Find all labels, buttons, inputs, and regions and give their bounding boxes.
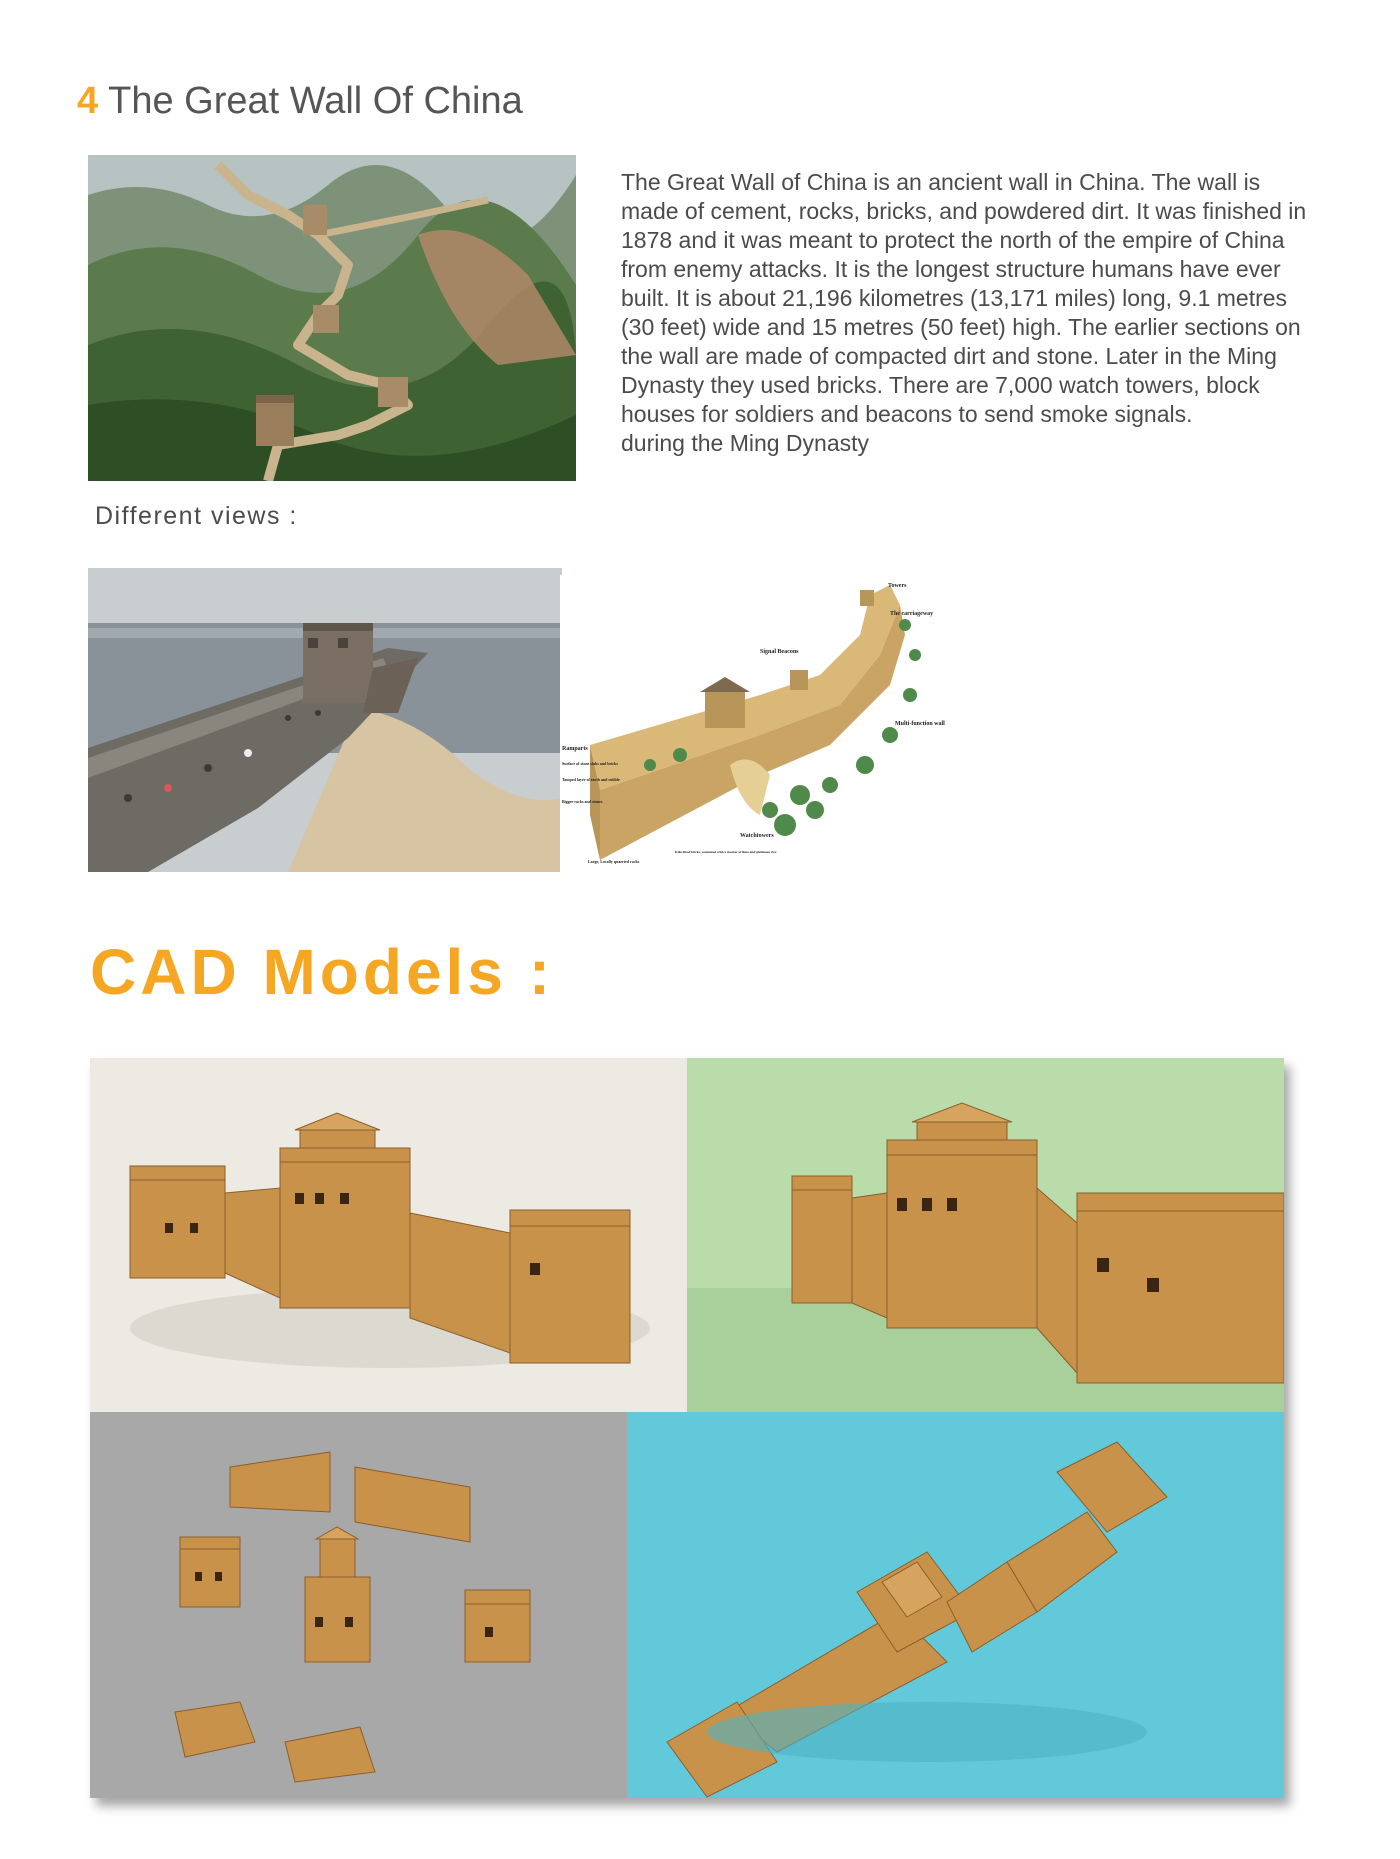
great-wall-mountain-photo [88,155,576,481]
label-bigger-rocks: Bigger rocks and stones [562,799,603,804]
label-ramparts: Ramparts [562,746,588,752]
cad-models-title: CAD Models : [90,936,554,1008]
cad-render-green-view [687,1058,1284,1412]
label-carriageway: The carriageway [890,611,934,617]
cad-models-collage [90,1058,1284,1798]
different-views-label: Different views : [95,502,298,530]
cad-render-exploded-view [90,1412,627,1798]
cad-render-front-view [90,1058,687,1412]
label-surface: Surface of stone slabs and bricks [562,761,618,766]
label-large-rocks: Large, Locally quarried rocks [588,859,640,864]
label-multi-function-wall: Multi-function wall [895,721,945,727]
section-heading [77,80,523,123]
cad-render-top-view [627,1412,1284,1798]
description-note: during the Ming Dynasty [621,430,870,456]
great-wall-diagram [560,575,952,875]
great-wall-sea-photo [88,568,562,872]
description-paragraph: The Great Wall of China is an ancient wall in China. The wall is made of cement, rocks, bricks, and powdered dirt. It was finished in 1878 and it was meant to protect the north of the empire of China from enemy attacks. It is the longest structure humans have ever built. It is about 21,196 kilometres (13,171 miles) long, 9.1 metres (30 feet) wide and 15 metres (50 feet) high. The earlier sections on the wall are made of compacted dirt and stone. Later in the Ming Dynasty they used bricks. There are 7,000 watch towers, block houses for soldiers and beacons to send smoke signals. [621,169,1307,427]
label-towers: Towers [888,583,907,589]
label-tamped-layer: Tamped layer of earth and rubble [562,777,620,782]
label-signal-beacons: Signal Beacons [760,649,799,655]
label-kiln-bricks: Kiln-fired bricks, cemented with a mortar of lime and glutinous rice [675,850,777,854]
section-title: The Great Wall Of China [108,80,523,122]
description-text [621,168,1321,458]
section-number: 4 [77,80,99,122]
label-watchtowers: Watchtowers [740,833,774,839]
